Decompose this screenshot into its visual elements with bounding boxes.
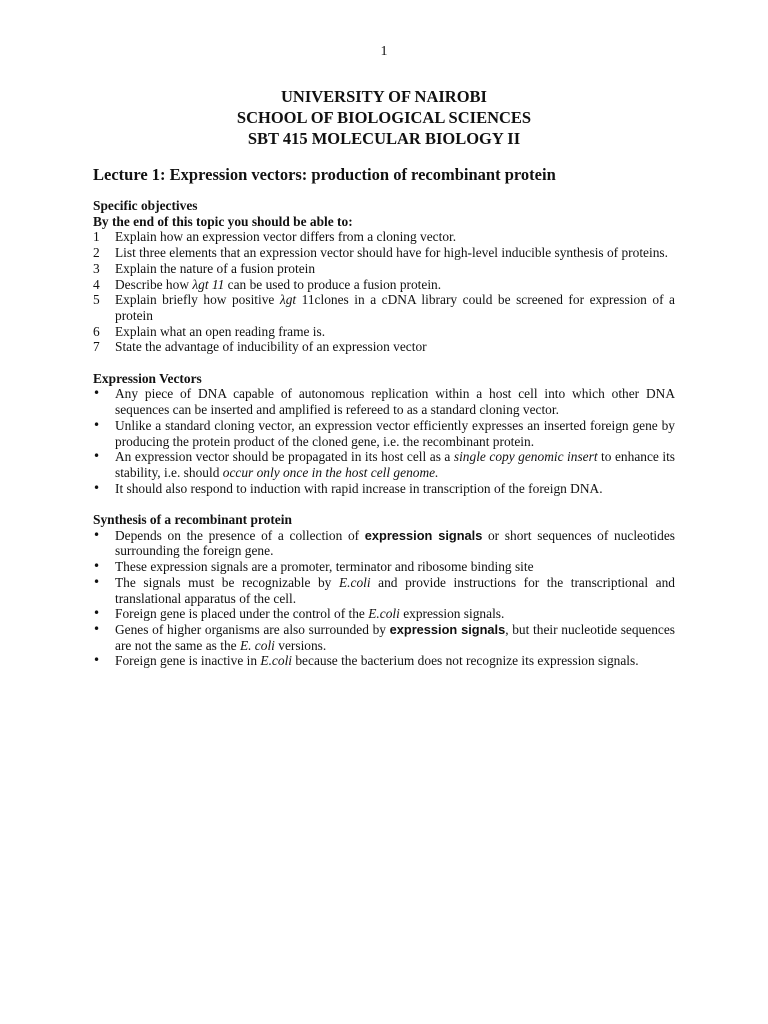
expression-vectors-heading: Expression Vectors — [93, 370, 202, 386]
bold-term: expression signals — [389, 621, 506, 637]
list-item — [93, 292, 675, 323]
bullet-icon: • — [93, 653, 101, 668]
list-number: 6 — [93, 323, 100, 339]
list-item — [93, 339, 675, 355]
list-item-text: These expression signals are a promoter, terminator and ribosome binding site — [115, 559, 534, 575]
italic-term: E.coli — [260, 653, 293, 669]
text-run: Explain briefly how positive — [115, 292, 280, 308]
text-run: Describe how — [115, 276, 193, 292]
text-run: The signals must be recognizable by — [115, 574, 339, 590]
bold-term: expression signals — [364, 527, 483, 543]
course-title: SBT 415 MOLECULAR BIOLOGY II — [247, 129, 521, 148]
text-run: Foreign gene is placed under the control of the — [115, 606, 369, 622]
list-item — [93, 386, 675, 417]
text-run: Depends on the presence of a collection of — [115, 527, 365, 543]
list-item — [93, 449, 675, 480]
list-item-text — [115, 528, 675, 559]
text-run: An expression vector should be propagated in its host cell as a — [115, 449, 454, 465]
objectives-subheading: By the end of this topic you should be able to: — [93, 213, 353, 229]
list-number: 7 — [93, 339, 100, 355]
bullet-icon: • — [93, 527, 101, 542]
school-name: SCHOOL OF BIOLOGICAL SCIENCES — [236, 108, 532, 127]
italic-term: E.coli — [338, 574, 371, 590]
list-item-text: Explain what an open reading frame is. — [115, 323, 326, 339]
list-item-text — [115, 622, 675, 653]
section-spacer — [93, 496, 675, 512]
bullet-icon: • — [93, 559, 101, 574]
bullet-icon: • — [93, 621, 101, 636]
text-run: can be used to produce a fusion protein. — [224, 276, 442, 292]
list-item — [93, 261, 675, 277]
section-spacer — [93, 355, 675, 371]
list-item-text: Any piece of DNA capable of autonomous replication within a host cell into which other DNA sequences can be inserted and amplified is refereed to as a standard cloning vector. — [115, 386, 675, 418]
text-run: , but their nucleotide sequences are not the same as the — [115, 621, 675, 653]
list-item — [93, 245, 675, 261]
synthesis-heading: Synthesis of a recombinant protein — [93, 512, 292, 528]
list-item-text — [115, 277, 441, 292]
list-number: 3 — [93, 260, 100, 276]
list-item — [93, 622, 675, 653]
list-item — [93, 418, 675, 449]
list-item — [93, 559, 675, 575]
list-item-text: Explain how an expression vector differs from a cloning vector. — [115, 229, 457, 245]
bullet-icon: • — [93, 480, 101, 495]
list-item-text — [115, 449, 675, 480]
bullet-icon: • — [93, 417, 101, 432]
list-item — [93, 277, 675, 293]
page-number: 1 — [380, 44, 388, 59]
text-run: Genes of higher organisms are also surrounded by — [115, 621, 390, 637]
list-number: 4 — [93, 276, 100, 292]
text-run: or short sequences of nucleotides surrounding the foreign gene. — [115, 527, 675, 559]
document-header — [0, 86, 768, 149]
list-item — [93, 528, 675, 559]
list-item-text — [115, 606, 504, 621]
list-number: 5 — [93, 292, 100, 308]
italic-phrase: single copy genomic insert — [453, 449, 598, 465]
text-run: and provide instructions for the transcriptional and translational apparatus of the cell. — [115, 574, 676, 606]
text-run: Foreign gene is inactive in — [115, 653, 261, 669]
bullet-icon: • — [93, 386, 101, 401]
list-number: 2 — [93, 245, 100, 261]
list-item — [93, 606, 675, 622]
italic-term: E.coli — [368, 606, 400, 622]
list-item-text: Explain the nature of a fusion protein — [115, 260, 316, 276]
text-run: expression signals. — [399, 606, 505, 622]
list-item-text — [115, 653, 639, 668]
list-item — [93, 575, 675, 606]
list-item-text — [115, 575, 675, 606]
italic-phrase: occur only once in the host cell genome. — [222, 464, 439, 480]
list-item-text: List three elements that an expression vector should have for high-level inducible synthesis of proteins. — [115, 245, 668, 261]
list-item — [93, 481, 675, 497]
expression-vectors-list — [93, 386, 675, 496]
list-item — [93, 324, 675, 340]
bullet-icon: • — [93, 574, 101, 589]
list-item-text: State the advantage of inducibility of an expression vector — [115, 339, 427, 355]
list-item-text: It should also respond to induction with rapid increase in transcription of the foreign DNA. — [115, 480, 603, 496]
objectives-heading: Specific objectives — [93, 198, 198, 213]
text-run: to enhance its stability, i.e. should — [115, 449, 676, 480]
list-number: 1 — [93, 229, 100, 245]
lecture-title: Lecture 1: Expression vectors: production of recombinant protein — [93, 165, 556, 184]
text-run: 11clones in a cDNA library could be screened for expression of a protein — [115, 292, 675, 323]
list-item — [93, 653, 675, 669]
document-body — [93, 198, 675, 669]
list-item-text: Unlike a standard cloning vector, an expression vector efficiently expresses an inserted foreign gene by producing the protein product of the cloned gene, i.e. the recombinant protein. — [115, 417, 675, 449]
italic-term: λgt 11 — [192, 276, 225, 292]
bullet-icon: • — [93, 449, 101, 464]
university-name: UNIVERSITY OF NAIROBI — [281, 87, 487, 106]
objectives-list — [93, 229, 675, 355]
text-run: versions. — [274, 637, 327, 653]
bullet-icon: • — [93, 606, 101, 621]
italic-term: E. coli — [239, 637, 275, 653]
list-item — [93, 229, 675, 245]
synthesis-list — [93, 528, 675, 669]
italic-term: λgt — [279, 292, 297, 308]
text-run: because the bacterium does not recognize its expression signals. — [292, 653, 639, 669]
list-item-text — [115, 292, 675, 323]
